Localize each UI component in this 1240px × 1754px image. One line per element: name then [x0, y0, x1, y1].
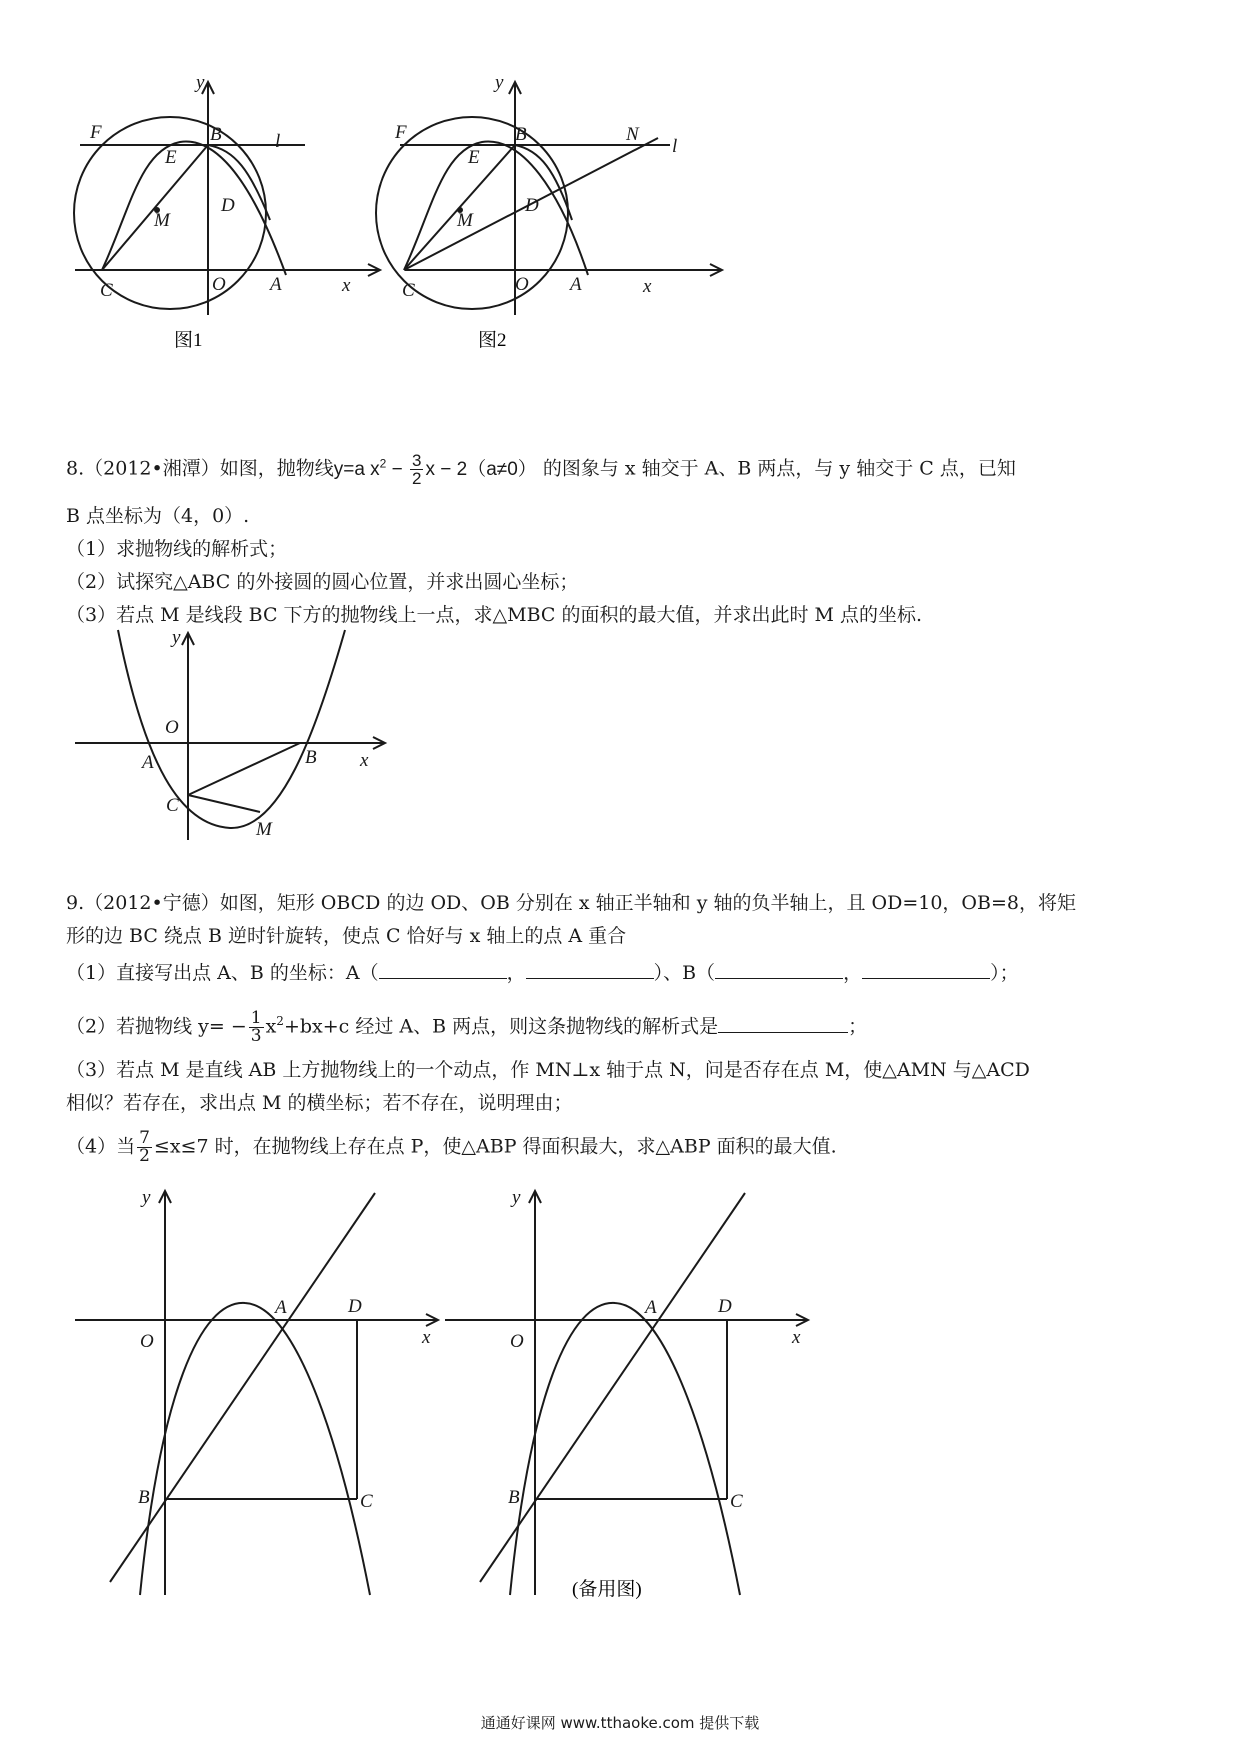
fig2-label-M: M	[457, 210, 473, 231]
q8-figure	[60, 625, 400, 850]
q8-part-2: （2）试探究△ABC 的外接圆的圆心位置，并求出圆心坐标；	[66, 571, 579, 593]
answer-blank-B-y[interactable]	[862, 960, 990, 979]
q8-line1	[66, 452, 1016, 487]
fig2-label-C: C	[402, 280, 415, 301]
page-footer: 通通好课网 www.tthaoke.com 提供下载	[480, 1714, 760, 1732]
q9l-label-x: x	[422, 1327, 431, 1348]
q9-text: 如图，矩形 OBCD 的边 OD、OB 分别在 x 轴正半轴和 y 轴的负半轴上，且 OD=10，OB=8，将矩	[219, 892, 1076, 914]
fig2-label-B: B	[515, 124, 527, 145]
q8-label-A: A	[142, 752, 154, 773]
q9-fraction-7-2: $\frac{7}{2}$	[139, 1128, 150, 1166]
q8-label-C: C	[166, 795, 179, 816]
q9r-caption: (备用图)	[572, 1579, 642, 1600]
fig1-label-A: A	[270, 274, 282, 295]
q9-part-3-line2: 相似？若存在，求出点 M 的横坐标；若不存在，说明理由；	[66, 1092, 573, 1114]
answer-blank-parabola[interactable]	[718, 1014, 848, 1033]
q8-number: 8.	[66, 457, 85, 480]
fig2-label-D: D	[525, 195, 539, 216]
q8-equation: y=a $x^2$ − $\frac{3}{2}$ x − 2（a≠0）	[333, 451, 537, 488]
fig1-label-B: B	[210, 124, 222, 145]
q9-figure-left	[70, 1185, 450, 1620]
fig2-label-x: x	[643, 276, 652, 297]
fig2-caption: 图2	[478, 330, 507, 351]
fig2-label-l: l	[672, 136, 678, 157]
q9-figure-right	[440, 1185, 820, 1620]
q9l-label-A: A	[275, 1297, 287, 1318]
q9-part-2: （2）若抛物线 y= − $\frac{1}{3}$ $x^2+bx+c$ 经过 A、B 两点，则这条抛物线的解析式是 ；	[66, 1008, 868, 1046]
q9r-label-O: O	[510, 1331, 524, 1352]
q9-source: （2012•宁德）	[84, 892, 220, 914]
q9-part-4: （4）当 $\frac{7}{2}$ ≤x≤7 时，在抛物线上存在点 P，使△ABP 得面积最大，求△ABP 面积的最大值.	[66, 1128, 837, 1166]
q9l-label-C: C	[360, 1491, 373, 1512]
fig2-label-y: y	[495, 72, 504, 93]
figure-2	[395, 70, 760, 390]
fig1-label-x: x	[342, 275, 351, 296]
answer-blank-A-x[interactable]	[379, 960, 507, 979]
q8-intro: 如图，抛物线	[219, 457, 334, 480]
q9-part-1: （1）直接写出点 A、B 的坐标：A（ ， ）、B（ ， ）；	[66, 962, 1019, 984]
fig2-label-A: A	[570, 274, 582, 295]
q8-line2: B 点坐标为（4，0）.	[66, 505, 250, 527]
fig1-label-D: D	[221, 195, 235, 216]
q9l-label-y: y	[142, 1187, 151, 1208]
figure-1	[60, 70, 410, 390]
q9-line2: 形的边 BC 绕点 B 逆时针旋转，使点 C 恰好与 x 轴上的点 A 重合	[66, 925, 627, 947]
q8-intro-end: 的图象与 x 轴交于 A、B 两点，与 y 轴交于 C 点，已知	[542, 457, 1016, 480]
fig2-label-F: F	[395, 122, 407, 143]
fig1-label-l: l	[275, 131, 281, 152]
q9r-label-B: B	[508, 1487, 520, 1508]
q8-label-O: O	[165, 717, 179, 738]
fig1-label-F: F	[90, 122, 102, 143]
fig1-label-C: C	[100, 280, 113, 301]
q9l-label-B: B	[138, 1487, 150, 1508]
fig2-label-E: E	[468, 147, 480, 168]
answer-blank-A-y[interactable]	[526, 960, 654, 979]
q9l-label-D: D	[348, 1296, 362, 1317]
q8-source: （2012•湘潭）	[84, 457, 220, 480]
q8-label-B: B	[305, 747, 317, 768]
q9-number: 9.	[66, 892, 85, 914]
q9r-label-A: A	[645, 1297, 657, 1318]
q8-fraction: $\frac{3}{2}$	[412, 451, 422, 488]
fig1-label-y: y	[196, 72, 205, 93]
q9r-label-C: C	[730, 1491, 743, 1512]
q9l-label-O: O	[140, 1331, 154, 1352]
fig1-label-O: O	[212, 274, 226, 295]
q9-fraction-1-3: $\frac{1}{3}$	[250, 1008, 262, 1046]
fig1-label-M: M	[154, 210, 170, 231]
q8-part-3: （3）若点 M 是线段 BC 下方的抛物线上一点，求△MBC 的面积的最大值，并求出此时 M 点的坐标.	[66, 604, 923, 626]
q9-line1	[66, 893, 1076, 913]
fig1-label-E: E	[165, 147, 177, 168]
q8-label-y: y	[172, 627, 181, 648]
fig2-label-N: N	[626, 124, 639, 145]
fig2-label-O: O	[515, 274, 529, 295]
q9r-label-y: y	[512, 1187, 521, 1208]
fig1-caption: 图1	[174, 330, 203, 351]
q8-label-x: x	[360, 750, 369, 771]
q9r-label-x: x	[792, 1327, 801, 1348]
q8-label-M: M	[256, 819, 272, 840]
answer-blank-B-x[interactable]	[715, 960, 843, 979]
q8-part-1: （1）求抛物线的解析式；	[66, 538, 288, 560]
q9r-label-D: D	[718, 1296, 732, 1317]
q9-part-3-line1: （3）若点 M 是直线 AB 上方抛物线上的一个动点，作 MN⊥x 轴于点 N，问是否存在点 M，使△AMN 与△ACD	[66, 1059, 1030, 1081]
